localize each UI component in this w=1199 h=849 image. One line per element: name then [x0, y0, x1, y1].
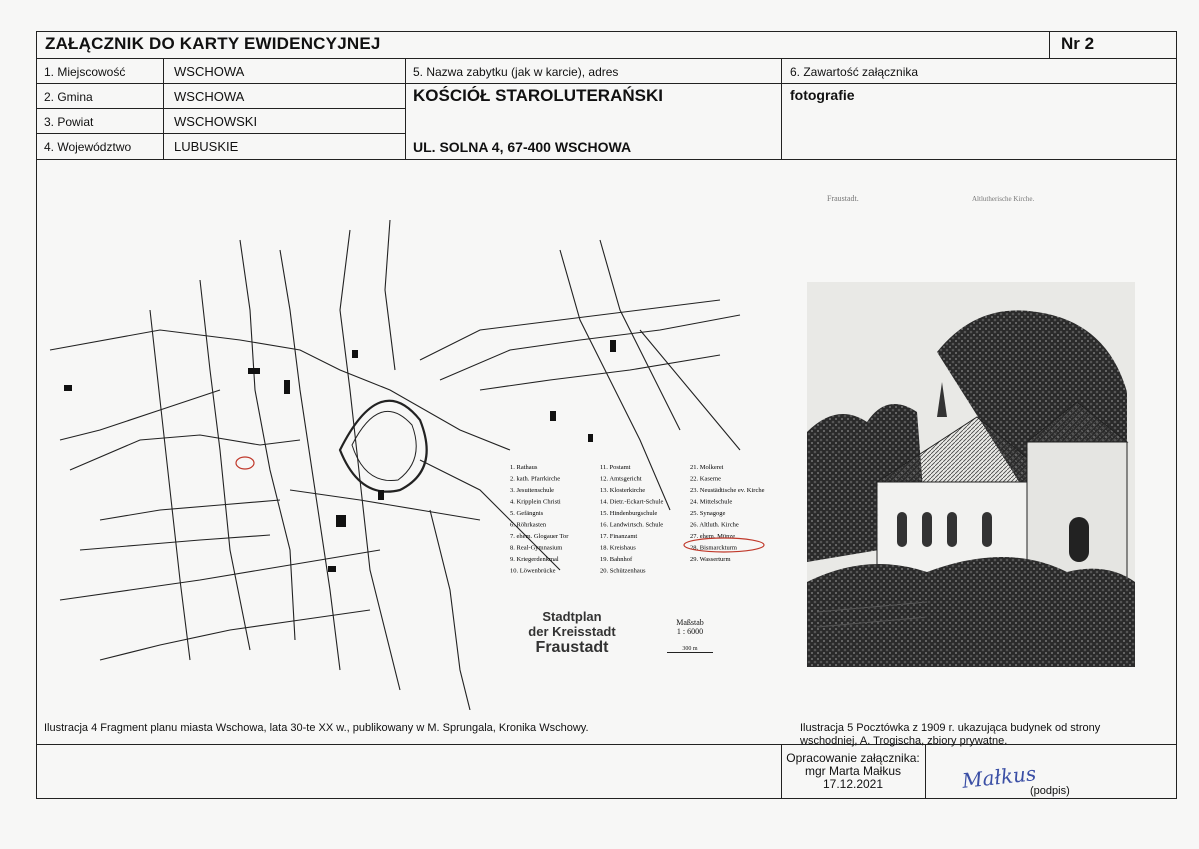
map-scale — [655, 618, 725, 653]
divider — [37, 108, 405, 109]
legend-item: 2. kath. Pfarrkirche — [510, 475, 561, 483]
prepared-by — [782, 752, 924, 791]
document-title: ZAŁĄCZNIK DO KARTY EWIDENCYJNEJ — [45, 34, 381, 53]
legend-item: 3. Jesuitenschule — [510, 487, 555, 494]
legend-item: 13. Klosterkirche — [600, 487, 646, 494]
legend-item: 11. Postamt — [600, 464, 631, 471]
divider — [37, 58, 1176, 59]
signature-label: (podpis) — [1030, 785, 1070, 797]
divider — [37, 83, 1176, 84]
gmina-value: WSCHOWA — [174, 89, 245, 104]
photo-caption-left: Fraustadt. — [827, 194, 859, 203]
divider — [37, 133, 405, 134]
map-title-line2: der Kreisstadt — [528, 624, 616, 639]
zawartosc-label: 6. Zawartość załącznika — [790, 65, 919, 79]
illustration-5-caption-line2: wschodniej, A. Trogischa, zbiory prywatne. — [800, 735, 1008, 747]
document-number: Nr 2 — [1061, 34, 1095, 53]
miejscowosc-label: 1. Miejscowość — [44, 65, 126, 79]
powiat-label: 3. Powiat — [44, 115, 94, 129]
legend-item: 10. Löwenbrücke — [510, 567, 556, 575]
wojewodztwo-label: 4. Województwo — [44, 140, 132, 154]
church-location-marker — [236, 457, 254, 469]
prepared-by-author: mgr Marta Małkus — [804, 764, 902, 778]
legend-item: 17. Finanzamt — [600, 533, 638, 540]
divider — [405, 58, 406, 159]
miejscowosc-value: WSCHOWA — [174, 64, 245, 79]
legend-item: 25. Synagoge — [690, 510, 726, 517]
legend-item: 8. Real-Gymnasium — [510, 544, 563, 552]
signature: Małkus — [960, 761, 1038, 793]
legend-item: 7. ehem. Glogauer Tor — [510, 533, 569, 540]
legend-item: 21. Molkerei — [690, 464, 724, 471]
legend-item: 12. Amtsgericht — [600, 475, 642, 483]
legend-item: 28. Bismarckturm — [690, 544, 737, 552]
map-title — [507, 609, 637, 657]
divider — [37, 744, 1176, 745]
legend-item: 19. Bahnhof — [600, 556, 633, 563]
city-map — [40, 190, 760, 710]
legend-item: 23. Neustädtische ev. Kirche — [690, 487, 765, 494]
legend-item: 6. Röhrkasten — [510, 521, 547, 529]
legend-item: 18. Kreishaus — [600, 544, 636, 552]
illustration-5-caption-line1: Ilustracja 5 Pocztówka z 1909 r. ukazująca budynek od strony — [800, 722, 1101, 734]
powiat-value: WSCHOWSKI — [174, 114, 258, 129]
legend-item: 27. ehem. Münze — [690, 533, 736, 540]
illustration-4-caption: Ilustracja 4 Fragment planu miasta Wschowa, lata 30-te XX w., publikowany w M. Sprungala, Kronika Wschowy. — [44, 722, 589, 734]
wojewodztwo-value: LUBUSKIE — [174, 139, 239, 154]
scale-bar-line — [667, 652, 713, 653]
legend-item: 15. Hindenburgschule — [600, 510, 658, 517]
map-title-line3: Fraustadt — [535, 639, 609, 656]
legend-item: 24. Mittelschule — [690, 498, 733, 506]
legend-item: 5. Gefängnis — [510, 510, 544, 517]
legend-item: 1. Rathaus — [510, 464, 538, 471]
zawartosc-value: fotografie — [790, 87, 855, 103]
gmina-label: 2. Gmina — [44, 90, 93, 104]
legend-item: 26. Altluth. Kirche — [690, 521, 739, 529]
map-title-line1: Stadtplan — [542, 609, 602, 624]
map-scale-value: 1 : 6000 — [676, 627, 704, 636]
document-frame — [36, 31, 1177, 799]
legend-item: 20. Schützenhaus — [600, 567, 646, 575]
photo-caption-right: Altlutherische Kirche. — [972, 195, 1035, 203]
legend-item: 22. Kaserne — [690, 475, 722, 483]
zabytek-label: 5. Nazwa zabytku (jak w karcie), adres — [413, 65, 619, 79]
legend-item: 9. Kriegerdenkmal — [510, 556, 559, 563]
legend-item: 14. Dietr.-Eckart-Schule — [600, 498, 664, 506]
divider — [781, 58, 782, 159]
map-scale-label: Maßstab — [676, 618, 704, 627]
zabytek-address: UL. SOLNA 4, 67-400 WSCHOWA — [413, 139, 632, 155]
divider — [37, 159, 1176, 160]
legend-item: 16. Landwirtsch. Schule — [600, 521, 664, 529]
prepared-by-label: Opracowanie załącznika: — [786, 751, 920, 765]
legend-item: 4. Kripplein Christi — [510, 498, 561, 506]
divider — [1049, 32, 1050, 58]
map-scale-bar: 300 m — [682, 646, 698, 652]
legend-item: 29. Wasserturm — [690, 556, 731, 563]
map-legend — [502, 457, 782, 597]
divider — [925, 744, 926, 798]
church-postcard-photo — [807, 282, 1135, 667]
zabytek-name: KOŚCIÓŁ STAROLUTERAŃSKI — [413, 86, 663, 105]
prepared-by-date: 17.12.2021 — [822, 777, 884, 791]
